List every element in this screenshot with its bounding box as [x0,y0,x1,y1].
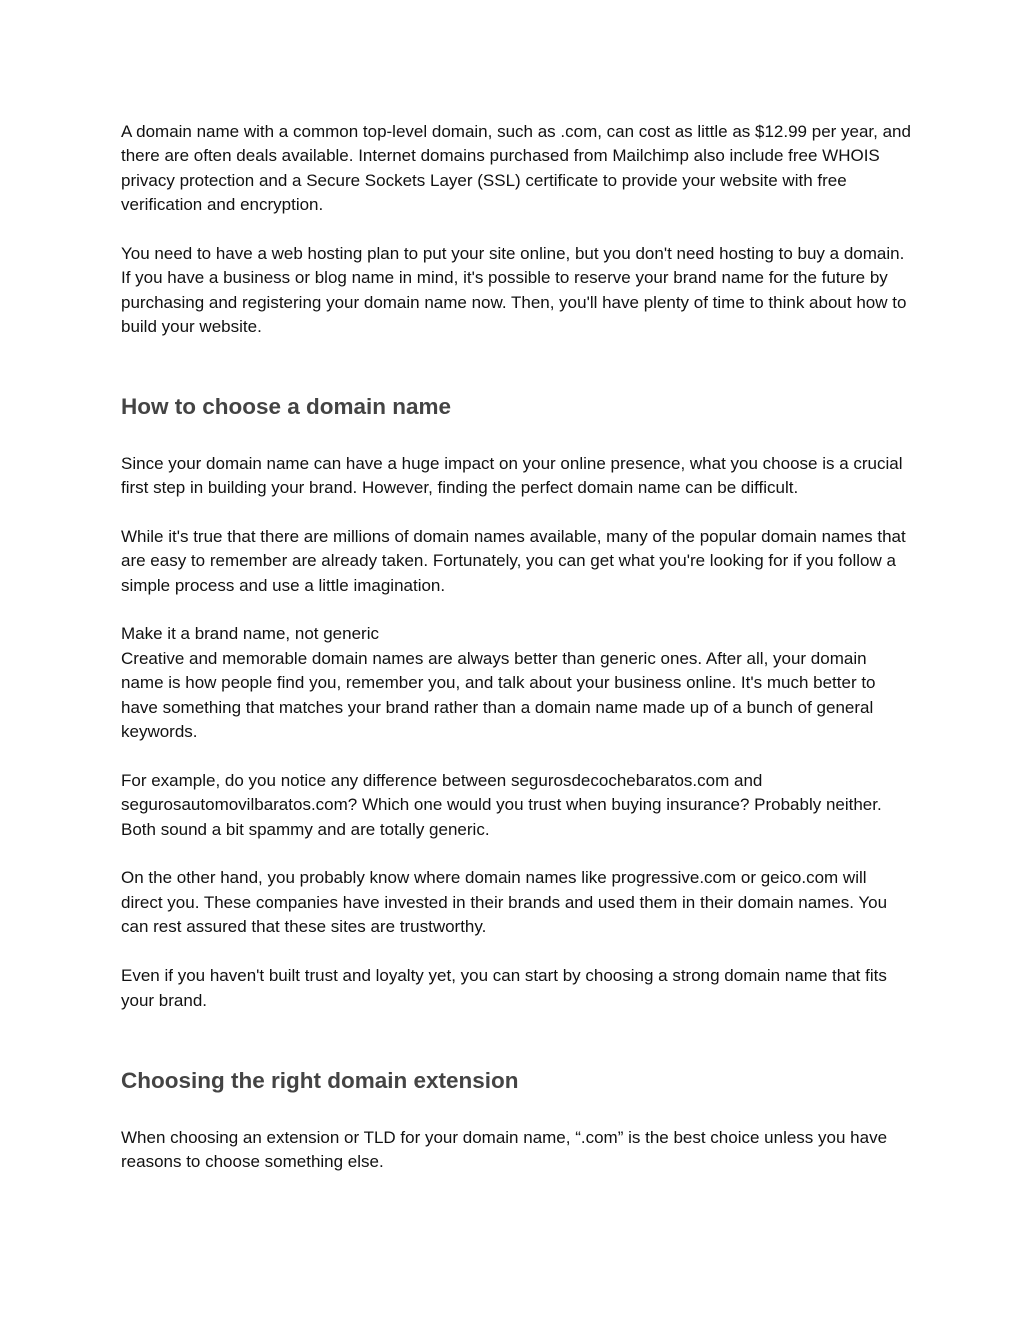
heading-domain-extension: Choosing the right domain extension [121,1067,519,1093]
document-body [121,120,911,1175]
intro-paragraph-2: You need to have a web hosting plan to put your site online, but you don't need hosting to buy a domain. If you have a business or blog name in mind, it's possible to reserve your brand name for the future by purchasing and registering your domain name now. Then, you'll have plenty of time to think about how to build your website. [121,244,907,337]
intro-paragraph-1: A domain name with a common top-level domain, such as .com, can cost as little as $12.99 per year, and there are often deals available. Internet domains purchased from Mailchimp also include free WHOIS privacy protection and a Secure Sockets Layer (SSL) certificate to provide your website with free verification and encryption. [121,122,911,215]
section2-paragraph-1: When choosing an extension or TLD for your domain name, “.com” is the best choice unless you have reasons to choose something else. [121,1127,888,1172]
section1-paragraph-3: Creative and memorable domain names are always better than generic ones. After all, your domain name is how people find you, remember you, and talk about your business online. It's much better to have something that matches your brand rather than a domain name made up of a bunch of general keywords. [121,648,876,742]
section1-paragraph-4: For example, do you notice any difference between segurosdecochebaratos.com and segurosautomovilbaratos.com? Which one would you trust when buying insurance? Probably neither. Both sound a bit spammy and are totally generic. [121,770,882,839]
section1-paragraph-2: While it's true that there are millions of domain names available, many of the popular domain names that are easy to remember are already taken. Fortunately, you can get what you're looking for if you follow a simple process and use a little imagination. [121,526,906,595]
heading-choose-domain: How to choose a domain name [121,393,452,419]
subheading-brand-name: Make it a brand name, not generic [121,624,379,644]
section1-paragraph-1: Since your domain name can have a huge impact on your online presence, what you choose is a crucial first step in building your brand. However, finding the perfect domain name can be difficult. [121,453,903,498]
section1-paragraph-5: On the other hand, you probably know where domain names like progressive.com or geico.com will direct you. These companies have invested in their brands and used them in their domain names. You can rest assured that these sites are trustworthy. [121,868,888,937]
section1-paragraph-6: Even if you haven't built trust and loyalty yet, you can start by choosing a strong domain name that fits your brand. [121,966,887,1010]
